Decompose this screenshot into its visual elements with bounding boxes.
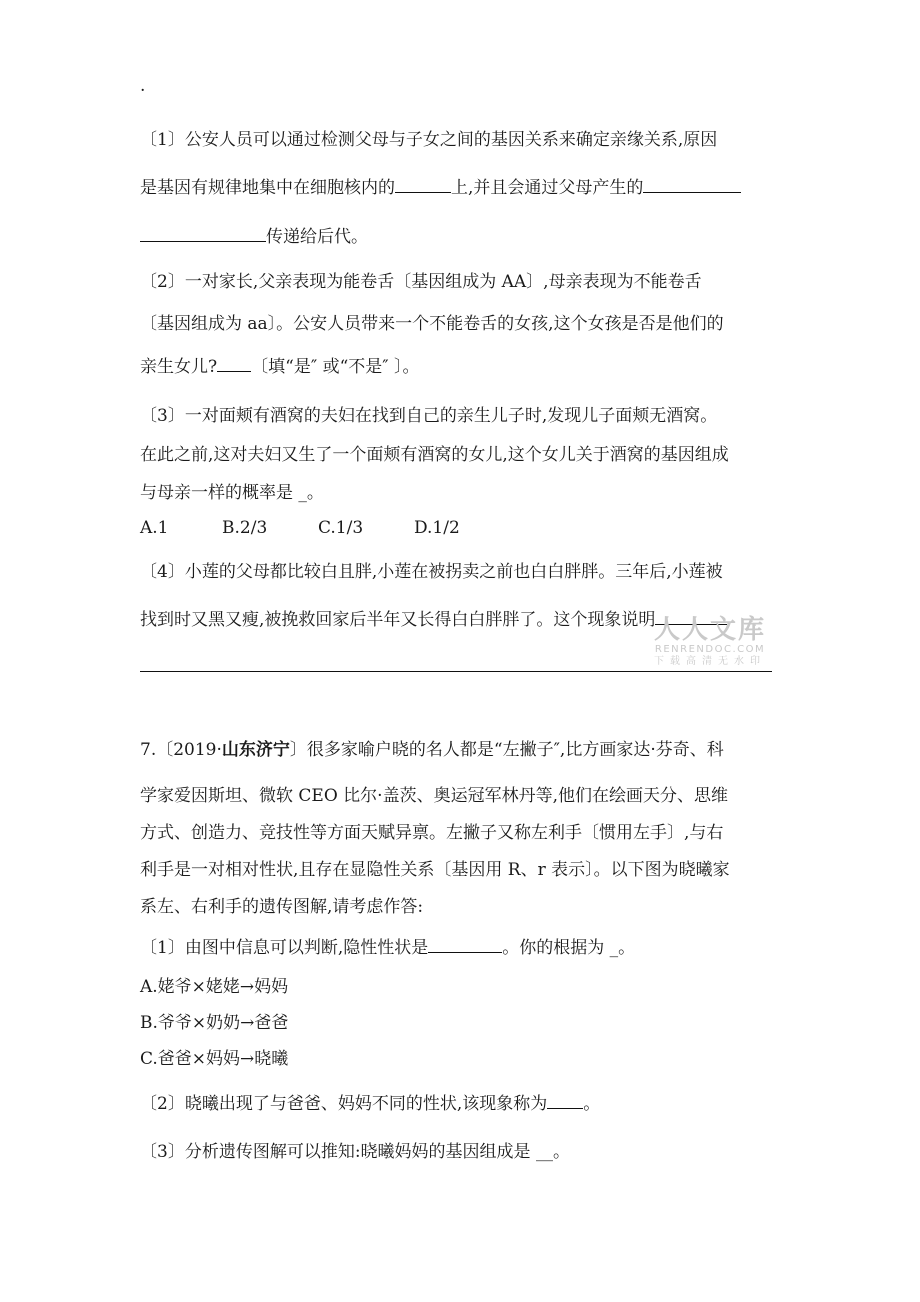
q7-intro-line3: 方式、创造力、竞技性等方面天赋异禀。左撇子又称左利手〔惯用左手〕,与右 [140, 823, 724, 843]
q6-part2-text-b: 〔填“是″ 或“不是″ 〕。 [251, 357, 420, 377]
option-b: B.2/3 [222, 518, 268, 538]
q6-part4-text-a: 找到时又黑又瘦,被挽救回家后半年又长得白白胖胖了。这个现象说明 [140, 610, 656, 630]
watermark-url: RENRENDOC.COM [654, 644, 766, 655]
q7-part1-text-b: 。你的根据为 _。 [502, 938, 636, 958]
q7-part3-line1: 〔3〕分析遗传图解可以推知:晓曦妈妈的基因组成是 __。 [140, 1142, 570, 1162]
q6-part1-text-a: 是基因有规律地集中在细胞核内的 [140, 178, 395, 198]
q7-part2-line1 [140, 1090, 600, 1116]
answer-blank-gamete-2 [140, 223, 266, 242]
q7-option-a: A.姥爷×姥姥→妈妈 [140, 977, 289, 997]
watermark-tagline: 下载高清无水印 [654, 656, 766, 667]
q6-part1-text-b: 上,并且会通过父母产生的 [451, 178, 644, 198]
answer-blank-recessive [428, 934, 502, 953]
q7-intro-line1 [140, 738, 724, 762]
q7-intro-line4: 利手是一对相对性状,且存在显隐性关系〔基因用 R、r 表示〕。以下图为晓曦家 [140, 860, 730, 880]
q7-intro-text: 〕很多家喻户晓的名人都是“左撇子″,比方画家达·芬奇、科 [289, 740, 724, 760]
stray-dot: . [140, 76, 146, 96]
q6-part1-line2 [140, 174, 741, 200]
answer-blank-gamete-1 [643, 174, 741, 193]
answer-blank-chromosome [395, 174, 451, 193]
q7-part2-text-a: 〔2〕晓曦出现了与爸爸、妈妈不同的性状,该现象称为 [140, 1094, 548, 1114]
q6-part2-line1: 〔2〕一对家长,父亲表现为能卷舌〔基因组成为 AA〕,母亲表现为不能卷舌 [140, 272, 702, 292]
watermark [640, 616, 780, 668]
q6-part3-line2: 在此之前,这对夫妇又生了一个面颊有酒窝的女儿,这个女儿关于酒窝的基因组成 [140, 445, 729, 465]
option-a: A.1 [140, 518, 169, 538]
q6-part2-line2: 〔基因组成为 aa〕。公安人员带来一个不能卷舌的女孩,这个女孩是否是他们的 [140, 314, 724, 334]
answer-blank-explanation-2 [140, 671, 772, 672]
q6-part2-line3 [140, 353, 420, 379]
q6-part1-line1: 〔1〕公安人员可以通过检测父母与子女之间的基因关系来确定亲缘关系,原因 [140, 130, 718, 150]
watermark-title: 人人文库 [653, 615, 766, 645]
q6-part3-line3: 与母亲一样的概率是 _。 [140, 483, 324, 503]
q6-part2-text-a: 亲生女儿? [140, 357, 218, 377]
answer-blank-daughter [217, 353, 251, 372]
q7-option-b: B.爷爷×奶奶→爸爸 [140, 1013, 289, 1033]
q7-part2-text-b: 。 [583, 1094, 601, 1114]
q7-number: 7.〔2019· [140, 740, 222, 760]
q6-part3-options [140, 516, 460, 540]
option-c: C.1/3 [318, 518, 364, 538]
q7-intro-line5: 系左、右利手的遗传图解,请考虑作答: [140, 897, 424, 917]
q7-part1-text-a: 〔1〕由图中信息可以判断,隐性性状是 [140, 938, 429, 958]
q7-region: 山东济宁 [221, 740, 290, 760]
q7-part1-line1 [140, 934, 635, 960]
q6-part3-line1: 〔3〕一对面颊有酒窝的夫妇在找到自己的亲生儿子时,发现儿子面颊无酒窝。 [140, 406, 718, 426]
q7-option-c: C.爸爸×妈妈→晓曦 [140, 1049, 289, 1069]
answer-blank-variation [547, 1090, 583, 1109]
q6-part1-line3 [140, 223, 368, 249]
option-d: D.1/2 [414, 518, 460, 538]
q6-part1-text-c: 传递给后代。 [266, 227, 368, 247]
q7-intro-line2: 学家爱因斯坦、微软 CEO 比尔·盖茨、奥运冠军林丹等,他们在绘画天分、思维 [140, 786, 728, 806]
q6-part4-line1: 〔4〕小莲的父母都比较白且胖,小莲在被拐卖之前也白白胖胖。三年后,小莲被 [140, 562, 723, 582]
